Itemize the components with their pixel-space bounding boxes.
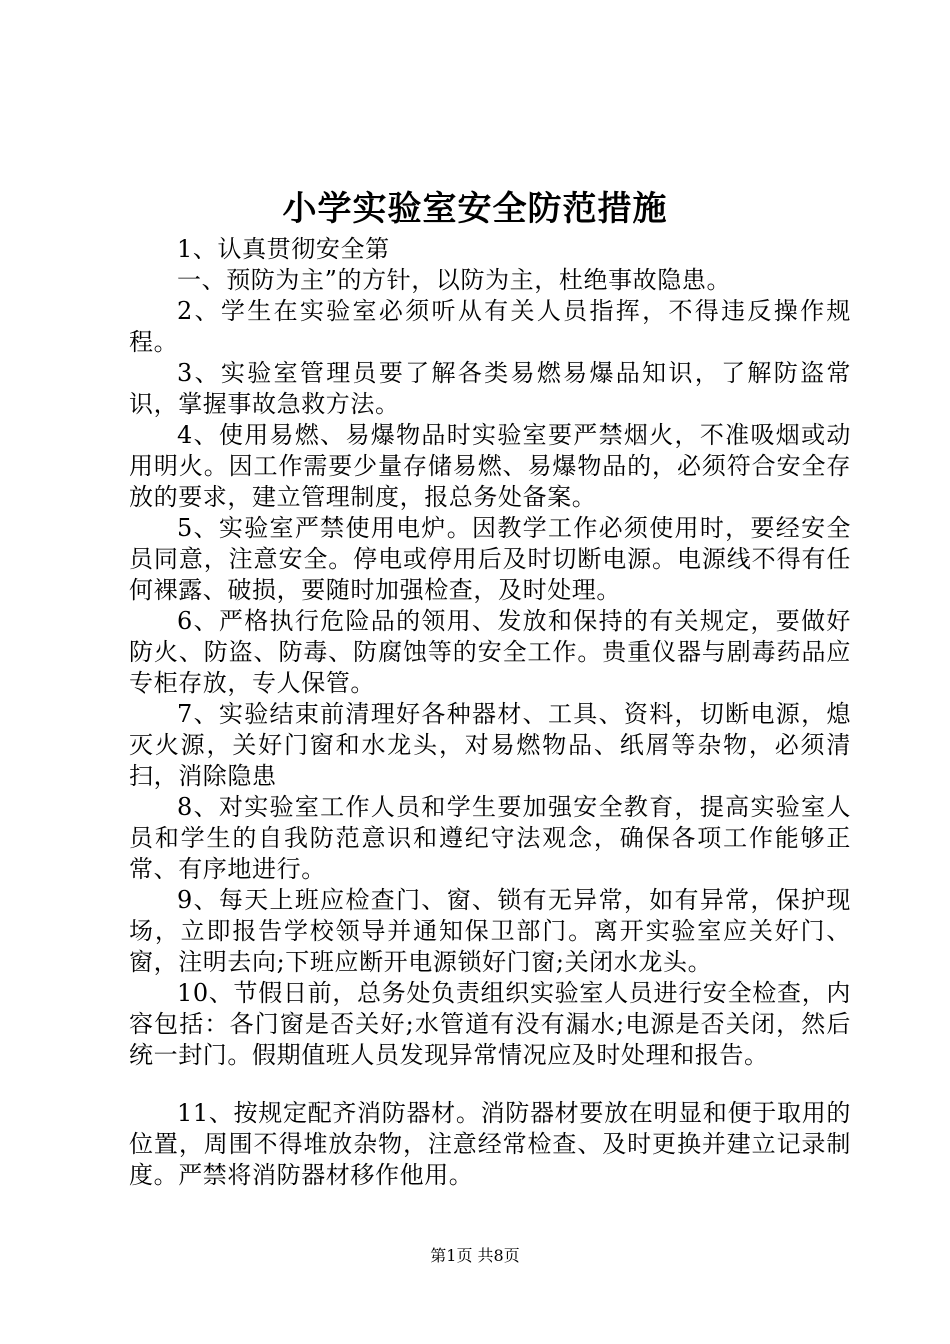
paragraph-5: 4、使用易燃、易爆物品时实验室要严禁烟火，不准吸烟或动用明火。因工作需要少量存储易燃、易爆物品的，必须符合安全存放的要求，建立管理制度，报总务处备案。: [129, 421, 851, 511]
paragraph-10: 9、每天上班应检查门、窗、锁有无异常，如有异常，保护现场，立即报告学校领导并通知保卫部门。离开实验室应关好门、窗，注明去向;下班应断开电源锁好门窗;关闭水龙头。: [129, 886, 851, 976]
paragraph-4: 3、实验室管理员要了解各类易燃易爆品知识，了解防盗常识，掌握事故急救方法。: [129, 359, 851, 418]
document-title: 小学实验室安全防范措施: [282, 189, 668, 229]
document-body: [129, 234, 851, 1191]
paragraph-9: 8、对实验室工作人员和学生要加强安全教育，提高实验室人员和学生的自我防范意识和遵纪守法观念，确保各项工作能够正常、有序地进行。: [129, 793, 851, 883]
paragraph-6: 5、实验室严禁使用电炉。因教学工作必须使用时，要经安全员同意，注意安全。停电或停用后及时切断电源。电源线不得有任何裸露、破损，要随时加强检查，及时处理。: [129, 514, 851, 604]
page-footer: 第1页 共8页: [430, 1246, 520, 1265]
paragraph-1: 1、认真贯彻安全第: [177, 235, 390, 263]
paragraph-2: 一、预防为主”的方针，以防为主，杜绝事故隐患。: [177, 266, 732, 294]
paragraph-7: 6、严格执行危险品的领用、发放和保持的有关规定，要做好防火、防盗、防毒、防腐蚀等的安全工作。贵重仪器与剧毒药品应专柜存放，专人保管。: [129, 607, 851, 697]
paragraph-12: 11、按规定配齐消防器材。消防器材要放在明显和便于取用的位置，周围不得堆放杂物，注意经常检查、及时更换并建立记录制度。严禁将消防器材移作他用。: [129, 1099, 851, 1189]
paragraph-11: 10、节假日前，总务处负责组织实验室人员进行安全检查，内容包括：各门窗是否关好;水管道有没有漏水;电源是否关闭，然后统一封门。假期值班人员发现异常情况应及时处理和报告。: [129, 979, 851, 1069]
paragraph-8: 7、实验结束前清理好各种器材、工具、资料，切断电源，熄灭火源，关好门窗和水龙头，对易燃物品、纸屑等杂物，必须清扫，消除隐患: [129, 700, 851, 790]
paragraph-3: 2、学生在实验室必须听从有关人员指挥，不得违反操作规程。: [129, 297, 851, 356]
